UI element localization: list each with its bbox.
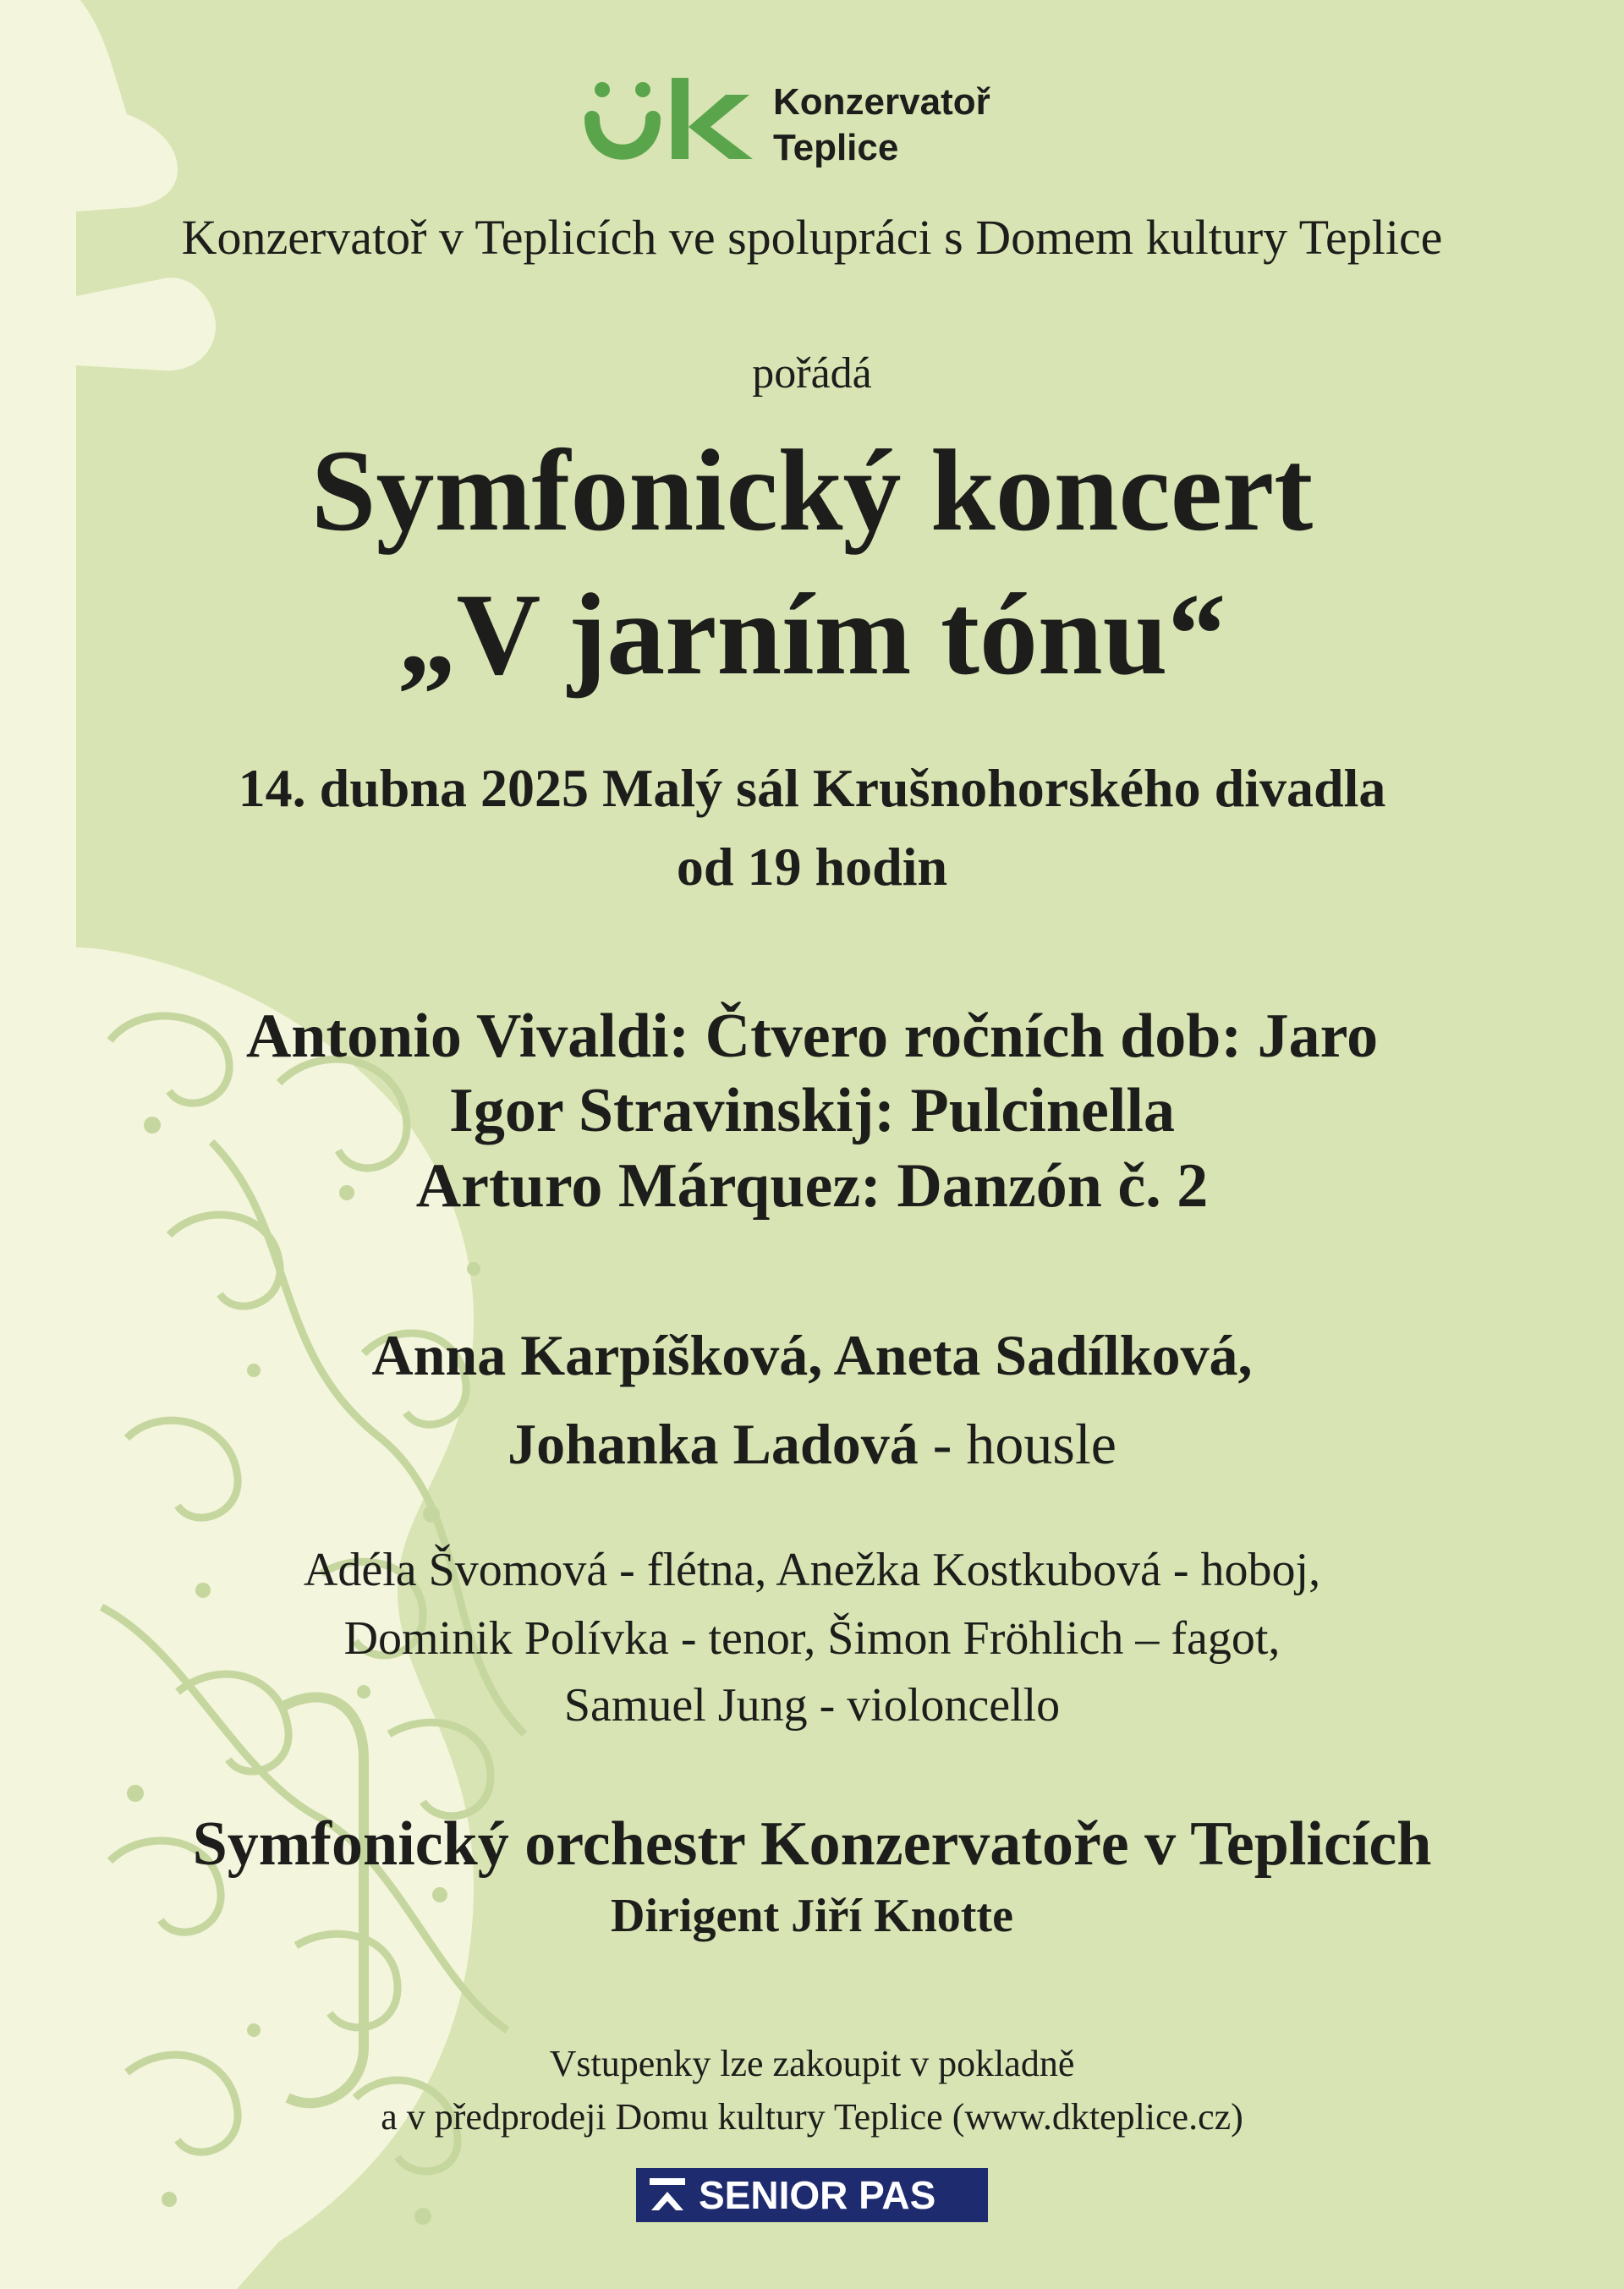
soloists-line2 bbox=[0, 1408, 1624, 1479]
conductor-name: Dirigent Jiří Knotte bbox=[611, 1890, 1013, 1942]
date-venue: 14. dubna 2025 Malý sál Krušnohorského divadla bbox=[238, 758, 1386, 818]
tickets-info-line1: Vstupenky lze zakoupit v pokladně bbox=[549, 2043, 1075, 2084]
soloist-name: Johanka Ladová bbox=[508, 1412, 919, 1476]
logo-line2: Teplice bbox=[773, 127, 899, 168]
program-item: Igor Stravinskij: Pulcinella bbox=[449, 1076, 1175, 1145]
konzervator-teplice-logo bbox=[584, 74, 1057, 176]
senior-pas-logo-icon bbox=[648, 2176, 687, 2214]
concert-title: Symfonický koncert bbox=[310, 425, 1314, 555]
concert-subtitle: „V jarním tónu“ bbox=[398, 569, 1226, 699]
uk-logo-mark-icon bbox=[584, 74, 761, 167]
logo-line1: Konzervatoř bbox=[773, 81, 990, 123]
performer-line: Dominik Polívka - tenor, Šimon Fröhlich – fagot, bbox=[343, 1612, 1281, 1665]
performer-line: Adéla Švomová - flétna, Anežka Kostkubová - hoboj, bbox=[303, 1544, 1321, 1596]
senior-pas-label: SENIOR PAS bbox=[699, 2173, 936, 2217]
tickets-info-line2: a v předprodeji Domu kultury Teplice (www.dkteplice.cz) bbox=[381, 2096, 1243, 2138]
soloist-instrument: - housle bbox=[918, 1412, 1116, 1476]
senior-pas-badge bbox=[636, 2168, 988, 2222]
program-item: Antonio Vivaldi: Čtvero ročních dob: Jaro bbox=[245, 1002, 1379, 1071]
organizes-label: pořádá bbox=[752, 349, 872, 398]
performer-line: Samuel Jung - violoncello bbox=[563, 1679, 1061, 1732]
orchestra-name: Symfonický orchestr Konzervatoře v Teplicích bbox=[192, 1809, 1432, 1879]
presenter-line: Konzervatoř v Teplicích ve spolupráci s Domem kultury Teplice bbox=[181, 210, 1443, 265]
program-item: Arturo Márquez: Danzón č. 2 bbox=[415, 1151, 1209, 1221]
logo-wordmark bbox=[773, 80, 990, 171]
start-time: od 19 hodin bbox=[676, 837, 948, 897]
soloists-line1: Anna Karpíšková, Aneta Sadílková, bbox=[371, 1323, 1253, 1387]
